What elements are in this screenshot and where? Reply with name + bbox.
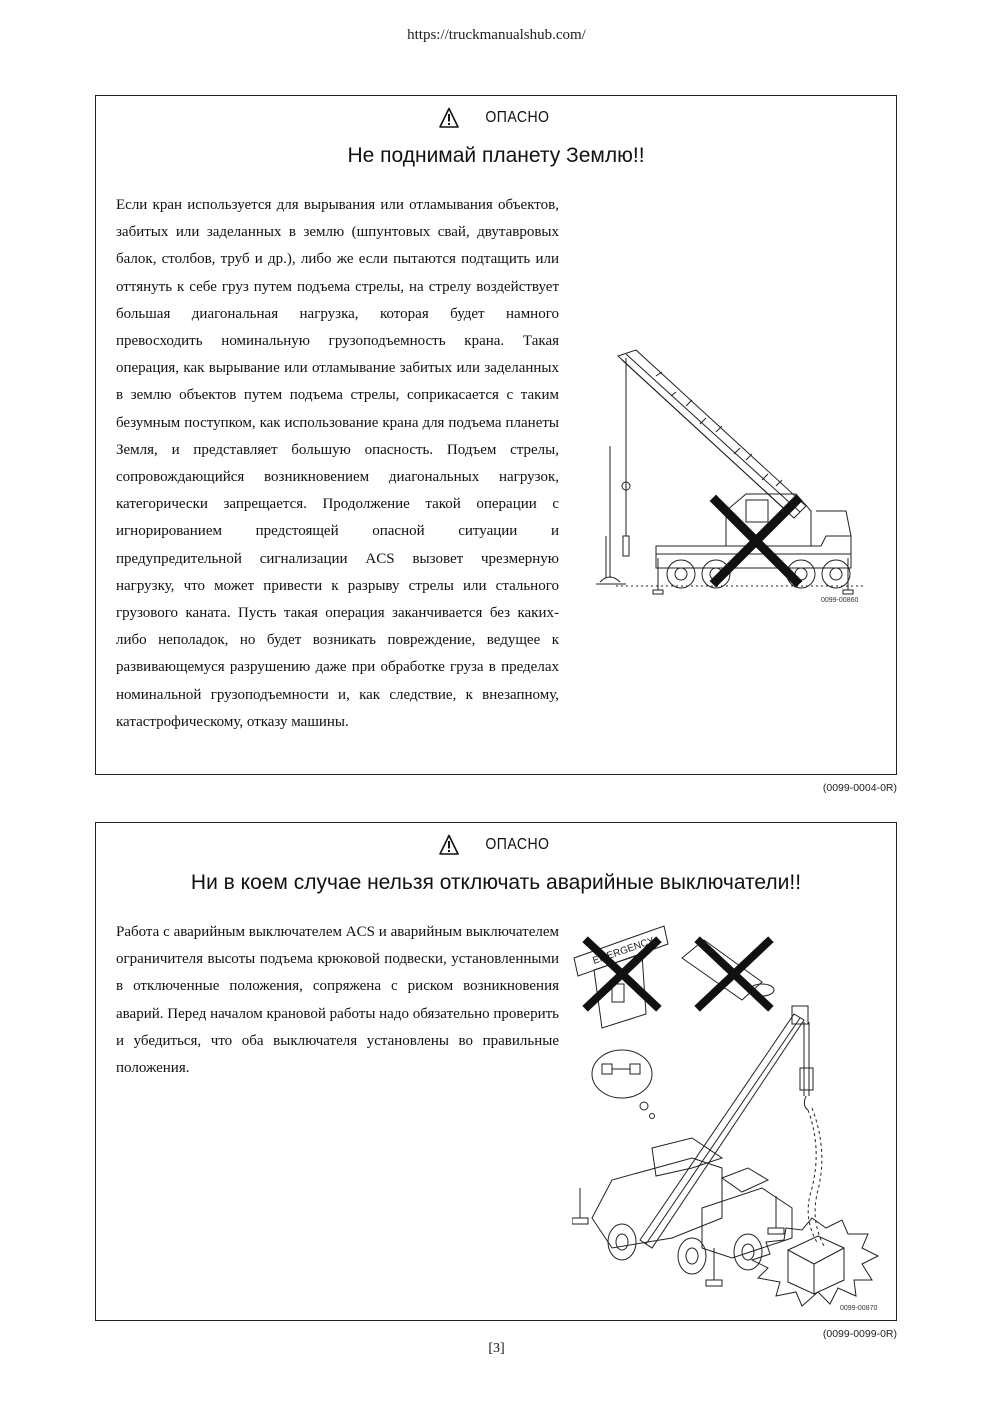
reference-code: (0099-0099-0R) (822, 1328, 897, 1340)
crane-emergency-switch-illustration (572, 918, 892, 1316)
reference-code: (0099-0004-0R) (822, 782, 897, 794)
section-headline: Не поднимай планету Землю!! (347, 144, 645, 167)
page-number: [3] (488, 1341, 505, 1356)
danger-header (96, 107, 896, 133)
body-paragraph: Работа с аварийным выключателем ACS и аварийным выключателем ограничителя высоты подъема крюковой подвески, установленными в отключенные положения, сопряжена с риском возникновения аварий. Перед началом крановой работы надо обязательно проверить и убедиться, что оба выключателя установлены во правильные положения. (116, 924, 559, 1077)
crane-lifting-earth-illustration (596, 336, 876, 616)
emergency-label: EMERGENCY (591, 935, 656, 967)
body-paragraph: Если кран используется для вырывания или отламывания объектов, забитых или заделанных в землю (шпунтовых свай, двутавровых балок, столбов, труб и др.), либо же если пытаются подтащить или оттянуть к себе груз путем подъема стрелы, на стрелу воздействует большая диагональная нагрузка, которая будет намного превосходить номинальную грузоподъемность крана. Такая операция, как вырывание или отламывание забитых или заделанных в землю объектов путем подъема стрелы, соприкасается с таким безумным поступком, как использование крана для подъема планеты Земля, и представляет большую опасность. Подъем стрелы, сопровождающийся возникновением диагональных нагрузок, категорически запрещается. Продолжение такой операции с игнорированием предстоящей опасной ситуации и предупредительной сигнализации ACS вызовет чрезмерную нагрузку, что может привести к разрыву стрелы или стального грузового каната. Пусть такая операция заканчивается без каких-либо неполадок, но будет возникать повреждение, ведущее к развивающемуся разрушению даже при обработке груза в пределах номинальной грузоподъемности и, как следствие, к внезапному, катастрофическому, отказу машины. (116, 197, 559, 730)
danger-label: ОПАСНО (484, 836, 550, 853)
source-url: https://truckmanualshub.com/ (407, 27, 586, 43)
figure-code: 0099-00870 (840, 1305, 878, 1312)
section-body (116, 919, 559, 1082)
danger-header (96, 834, 896, 860)
section-headline: Ни в коем случае нельзя отключать аварийные выключатели!! (190, 871, 802, 894)
section-body (116, 192, 559, 736)
danger-label: ОПАСНО (484, 109, 550, 126)
warning-triangle-icon (439, 834, 459, 856)
danger-panel-emergency-switches (95, 822, 897, 1321)
danger-panel-earth (95, 95, 897, 775)
warning-triangle-icon (439, 107, 459, 129)
figure-code: 0099-00860 (821, 597, 859, 604)
